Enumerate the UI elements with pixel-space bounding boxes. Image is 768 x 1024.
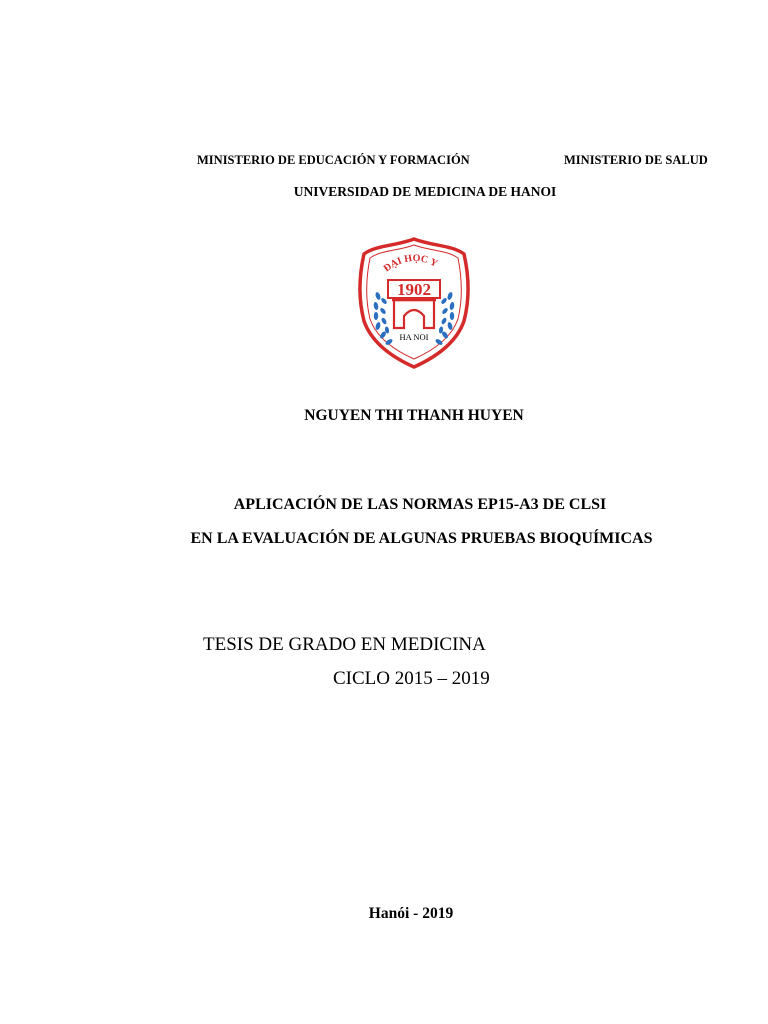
place-and-year: Hanói - 2019 — [368, 905, 454, 922]
crest-arc-text: ĐẠI HỌC Y — [381, 252, 440, 275]
university-crest-logo — [356, 236, 472, 370]
university-name: UNIVERSIDAD DE MEDICINA DE HANOI — [293, 184, 557, 199]
thesis-title-line-1: APLICACIÓN DE LAS NORMAS EP15-A3 DE CLSI — [233, 496, 607, 513]
author-name: NGUYEN THI THANH HUYEN — [304, 407, 524, 424]
ministry-education: MINISTERIO DE EDUCACIÓN Y FORMACIÓN — [197, 153, 470, 167]
degree-thesis-label: TESIS DE GRADO EN MEDICINA — [203, 634, 486, 655]
crest-year: 1902 — [397, 280, 431, 299]
thesis-title-line-2: EN LA EVALUACIÓN DE ALGUNAS PRUEBAS BIOQUÍMICAS — [190, 530, 653, 547]
crest-city: HA NOI — [399, 332, 429, 342]
degree-cycle: CICLO 2015 – 2019 — [333, 668, 490, 689]
ministry-health: MINISTERIO DE SALUD — [564, 153, 708, 167]
